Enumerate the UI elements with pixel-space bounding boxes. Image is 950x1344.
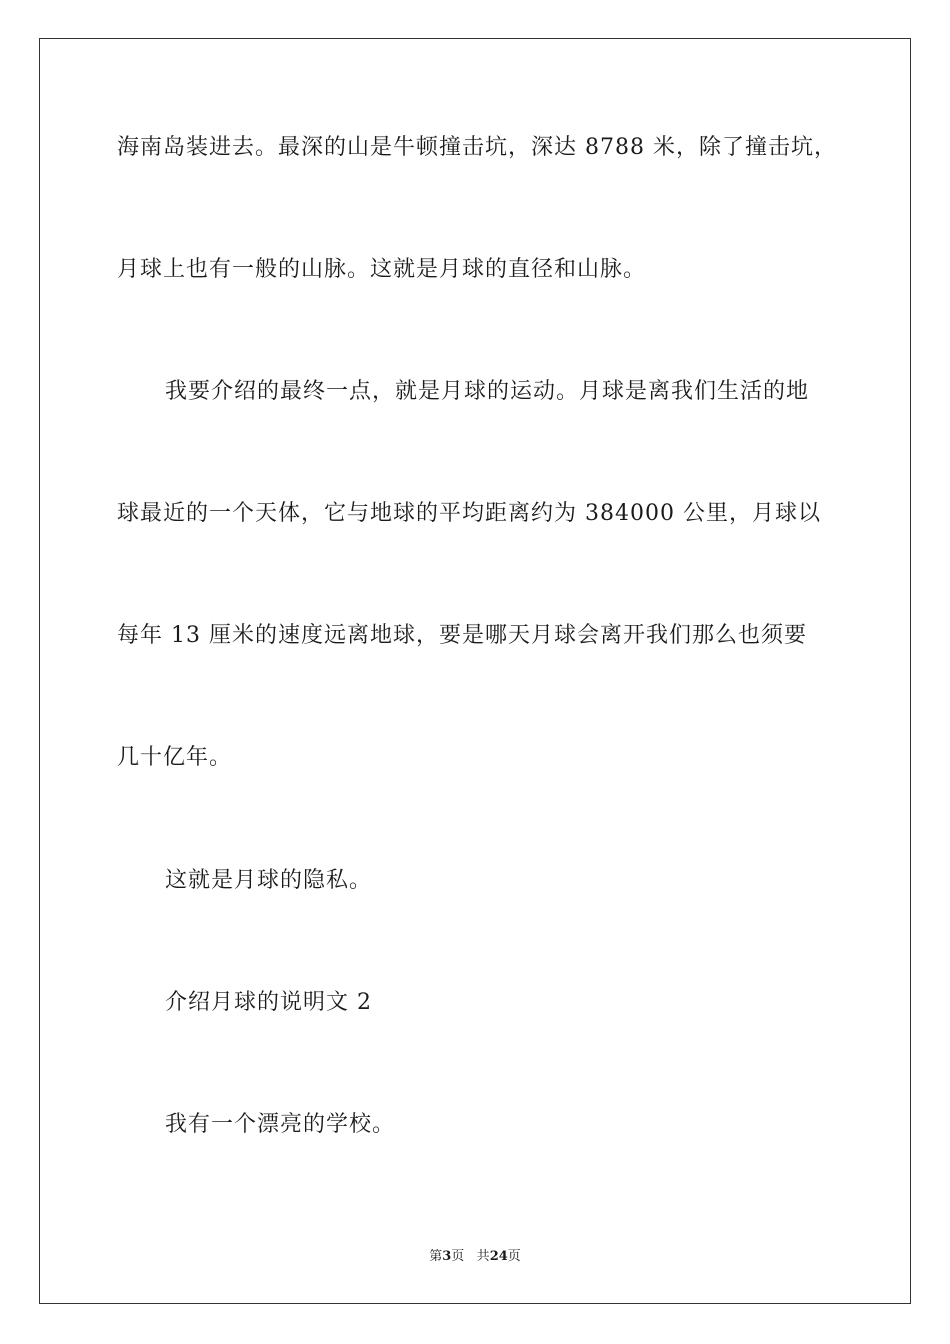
body-line-7: 这就是月球的隐私。 xyxy=(165,868,373,893)
page-footer xyxy=(0,1248,950,1266)
footer-page-prefix: 第 xyxy=(429,1249,443,1264)
footer-total-suffix: 页 xyxy=(507,1249,521,1264)
body-line-1: 海南岛装进去。最深的山是牛顿撞击坑，深达 8788 米，除了撞击坑， xyxy=(117,135,837,160)
body-line-6: 几十亿年。 xyxy=(117,745,233,770)
body-line-8: 我有一个漂亮的学校。 xyxy=(165,1112,396,1137)
body-line-5: 每年 13 厘米的速度远离地球，要是哪天月球会离开我们那么也须要 xyxy=(117,623,807,648)
body-line-4: 球最近的一个天体，它与地球的平均距离约为 384000 公里，月球以 xyxy=(117,501,821,526)
body-line-3: 我要介绍的最终一点，就是月球的运动。月球是离我们生活的地 xyxy=(165,379,810,404)
body-line-2: 月球上也有一般的山脉。这就是月球的直径和山脉。 xyxy=(117,257,647,282)
footer-total-prefix: 共 xyxy=(476,1249,490,1264)
footer-page-total: 24 xyxy=(489,1249,508,1264)
section-heading: 介绍月球的说明文 2 xyxy=(165,990,372,1015)
footer-page-current: 3 xyxy=(442,1249,452,1264)
footer-page-suffix: 页 xyxy=(451,1249,465,1264)
